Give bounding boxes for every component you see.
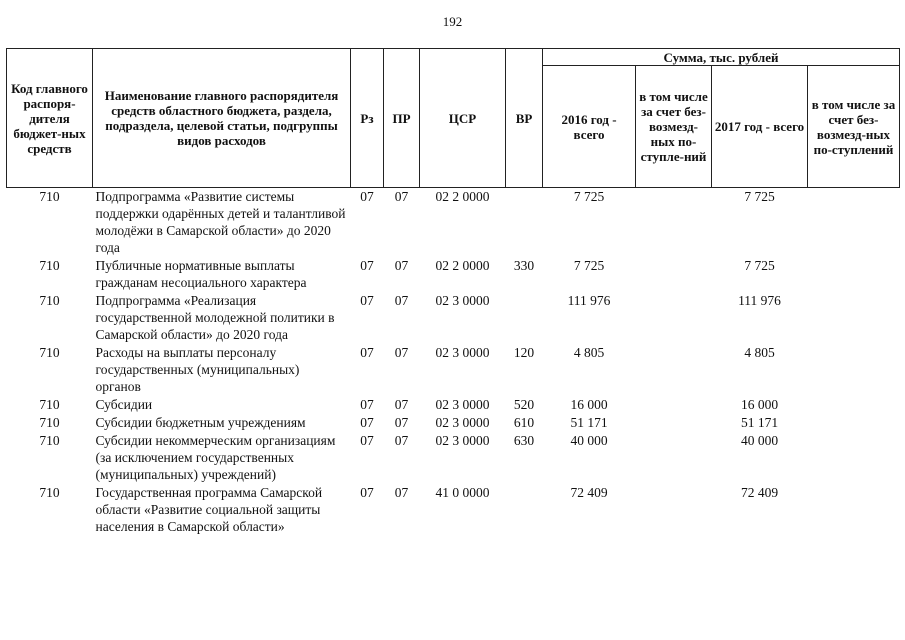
row-csr: 02 3 0000 [435,415,490,430]
row-csr: 02 2 0000 [435,258,490,273]
row-rz: 07 [360,189,374,204]
row-sum-2017: 7 725 [744,258,775,273]
table-row [7,484,900,536]
row-sum-2017: 16 000 [740,397,779,412]
row-sum-2017: 7 725 [744,189,775,204]
row-pr: 07 [394,293,409,308]
row-code: 710 [39,345,60,360]
row-pr: 07 [394,258,409,273]
row-sum-2016: 7 725 [573,189,605,204]
row-free-2016 [636,484,712,536]
row-vr: 630 [513,433,535,448]
row-sum-2017: 51 171 [740,415,779,430]
row-free-2017 [808,484,900,536]
row-vr: 330 [513,258,535,273]
row-name: Расходы на выплаты персоналу государственных (муниципальных) органов [95,345,300,394]
table-row [7,414,900,432]
row-rz: 07 [360,397,374,412]
row-code: 710 [39,415,60,430]
row-pr: 07 [394,415,409,430]
row-name: Подпрограмма «Развитие системы поддержки одарённых детей и талантливой молодёжи в Самарской области» до 2020 года [95,189,346,255]
row-sum-2017: 40 000 [740,433,779,448]
row-vr [506,484,543,536]
header-total-2017: 2017 год - всего [712,66,808,188]
row-code: 710 [39,433,60,448]
row-sum-2016: 4 805 [573,345,605,360]
row-sum-2016: 40 000 [570,433,608,448]
header-row-top [7,49,900,66]
header-pr: ПР [384,49,420,188]
row-pr: 07 [394,397,409,412]
row-code: 710 [39,293,60,308]
row-rz: 07 [360,433,374,448]
row-free-2016 [636,344,712,396]
row-vr [506,292,543,344]
row-pr: 07 [394,433,409,448]
row-code: 710 [39,189,60,204]
row-name: Субсидии [95,397,153,412]
row-name: Публичные нормативные выплаты гражданам несоциального характера [95,258,307,290]
row-csr: 02 2 0000 [435,189,490,204]
row-csr: 41 0 0000 [435,485,490,500]
row-vr: 120 [513,345,535,360]
row-free-2016 [636,396,712,414]
row-free-2017 [808,396,900,414]
table-row [7,396,900,414]
row-free-2016 [636,292,712,344]
row-free-2017 [808,292,900,344]
row-name: Государственная программа Самарской области «Развитие социальной защиты населения в Самарской области» [95,485,323,534]
row-free-2017 [808,344,900,396]
budget-table [6,48,900,536]
page-number: 192 [442,14,463,29]
row-free-2017 [808,432,900,484]
row-code: 710 [39,258,60,273]
row-rz: 07 [360,415,374,430]
header-vr: ВР [506,49,543,188]
row-free-2016 [636,257,712,292]
row-csr: 02 3 0000 [435,397,490,412]
header-free-2017: в том числе за счет без-возмезд-ных по-ступлений [808,66,900,188]
header-csr: ЦСР [420,49,506,188]
row-sum-2016: 7 725 [573,258,605,273]
table-row [7,432,900,484]
row-free-2016 [636,414,712,432]
row-rz: 07 [360,293,374,308]
row-code: 710 [39,397,60,412]
row-name: Субсидии бюджетным учреждениям [95,415,306,430]
row-rz: 07 [360,485,374,500]
row-vr [506,188,543,258]
row-pr: 07 [394,189,409,204]
row-vr: 610 [513,415,535,430]
table-row [7,344,900,396]
row-sum-2016: 16 000 [570,397,608,412]
table-body [7,188,900,537]
header-sum-group: Сумма, тыс. рублей [543,49,900,66]
row-code: 710 [39,485,60,500]
row-free-2017 [808,188,900,258]
table-row [7,188,900,258]
row-csr: 02 3 0000 [435,293,490,308]
row-rz: 07 [360,258,374,273]
header-name: Наименование главного распорядителя средств областного бюджета, раздела, подраздела, целевой статьи, подгруппы видов расходов [93,49,351,188]
row-pr: 07 [394,345,409,360]
row-pr: 07 [394,485,409,500]
row-csr: 02 3 0000 [435,433,490,448]
row-sum-2016: 111 976 [567,293,611,308]
table-row [7,292,900,344]
row-free-2017 [808,414,900,432]
header-free-2016: в том числе за счет без-возмезд-ных по-ступле-ний [636,66,712,188]
row-sum-2016: 51 171 [570,415,608,430]
header-rz: Рз [351,49,384,188]
row-sum-2017: 72 409 [740,485,779,500]
row-sum-2016: 72 409 [570,485,608,500]
row-free-2017 [808,257,900,292]
row-name: Подпрограмма «Реализация государственной молодежной политики в Самарской области» до 2020 года [95,293,335,342]
row-free-2016 [636,432,712,484]
row-name: Субсидии некоммерческим организациям (за исключением государственных (муниципальных) учреждений) [95,433,336,482]
header-total-2016: 2016 год - всего [543,66,636,188]
table-row [7,257,900,292]
row-sum-2017: 4 805 [744,345,775,360]
row-vr: 520 [513,397,535,412]
row-csr: 02 3 0000 [435,345,490,360]
row-rz: 07 [360,345,374,360]
header-code: Код главного распоря-дителя бюджет-ных средств [7,49,93,188]
row-free-2016 [636,188,712,258]
row-sum-2017: 111 976 [738,293,781,308]
